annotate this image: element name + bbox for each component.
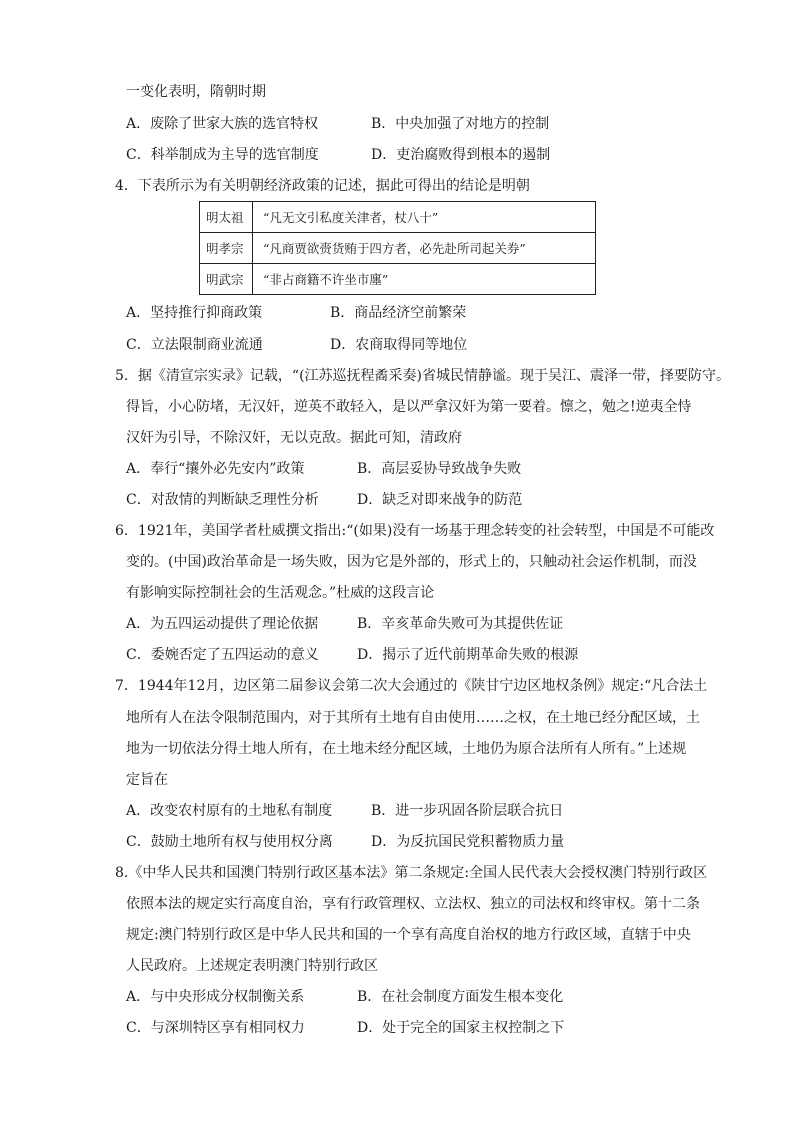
q6-option-c: C．委婉否定了五四运动的意义 bbox=[126, 647, 319, 663]
table-cell-text: “凡商贾欲赍货贿于四方者，必先赴所司起关券” bbox=[253, 233, 596, 264]
q7-line-4: 定旨在 bbox=[126, 772, 168, 788]
q6-option-a: A．为五四运动提供了理论依据 bbox=[126, 616, 319, 632]
table-row bbox=[200, 264, 596, 295]
table-cell-emperor: 明孝宗 bbox=[200, 233, 253, 264]
q5-option-d: D．缺乏对即来战争的防范 bbox=[357, 492, 523, 508]
q7-line-1: 7．1944年12月，边区第二届参议会第二次大会通过的《陕甘宁边区地权条例》规定:“凡合法土 bbox=[115, 678, 708, 694]
q5-option-c: C．对敌情的判断缺乏理性分析 bbox=[126, 492, 319, 508]
q6-line-1: 6．1921年，美国学者杜威撰文指出:“(如果)没有一场基于理念转变的社会转型，中国是不可能改 bbox=[115, 523, 715, 539]
q8-line-3: 规定:澳门特别行政区是中华人民共和国的一个享有高度自治权的地方行政区域，直辖于中央 bbox=[126, 927, 691, 943]
q8-option-b: B．在社会制度方面发生根本变化 bbox=[357, 989, 564, 1005]
q5-option-b: B．高层妥协导致战争失败 bbox=[357, 461, 522, 477]
q8-option-a: A．与中央形成分权制衡关系 bbox=[126, 989, 305, 1005]
table-row bbox=[200, 233, 596, 264]
q7-option-a: A．改变农村原有的土地私有制度 bbox=[126, 803, 333, 819]
q8-option-c: C．与深圳特区享有相同权力 bbox=[126, 1020, 305, 1036]
q3-option-b: B．中央加强了对地方的控制 bbox=[371, 116, 550, 132]
table-cell-emperor: 明太祖 bbox=[200, 202, 253, 233]
q3-stem-tail: 一变化表明，隋朝时期 bbox=[126, 84, 266, 100]
q5-line-3: 汉奸为引导，不除汉奸，无以克敌。据此可知，清政府 bbox=[126, 430, 462, 446]
table-cell-text: “凡无文引私度关津者，杖八十” bbox=[253, 202, 596, 233]
q8-line-2: 依照本法的规定实行高度自治，享有行政管理权、立法权、独立的司法权和终审权。第十二条 bbox=[126, 896, 700, 912]
q6-option-b: B．辛亥革命失败可为其提供佐证 bbox=[357, 616, 564, 632]
q4-option-a: A．坚持推行抑商政策 bbox=[126, 305, 263, 321]
q4-option-c: C．立法限制商业流通 bbox=[126, 337, 263, 353]
q7-line-3: 地为一切依法分得土地人所有，在土地未经分配区域，土地仍为原合法所有人所有。”上述规 bbox=[126, 741, 687, 757]
q4-option-d: D．农商取得同等地位 bbox=[330, 337, 468, 353]
q6-line-3: 有影响实际控制社会的生活观念。”杜威的这段言论 bbox=[126, 585, 435, 601]
q5-option-a: A．奉行“攘外必先安内”政策 bbox=[126, 461, 305, 477]
table-cell-text: “非占商籍不许坐市廛” bbox=[253, 264, 596, 295]
q7-option-b: B．进一步巩固各阶层联合抗日 bbox=[371, 803, 564, 819]
q6-option-d: D．揭示了近代前期革命失败的根源 bbox=[357, 647, 579, 663]
q8-option-d: D．处于完全的国家主权控制之下 bbox=[357, 1020, 565, 1036]
q7-option-c: C．鼓励土地所有权与使用权分离 bbox=[126, 834, 333, 850]
q8-line-1: 8.《中华人民共和国澳门特别行政区基本法》第二条规定:全国人民代表大会授权澳门特别行政区 bbox=[115, 865, 708, 881]
q5-line-1: 5．据《清宣宗实录》记载，“(江苏巡抚程矞采奏)省城民情静谧。现于吴江、震泽一带，择要防守。 bbox=[115, 368, 730, 384]
q7-option-d: D．为反抗国民党积蓄物质力量 bbox=[371, 834, 565, 850]
table-row bbox=[200, 202, 596, 233]
q4-stem: 4．下表所示为有关明朝经济政策的记述，据此可得出的结论是明朝 bbox=[115, 178, 530, 194]
table-cell-emperor: 明武宗 bbox=[200, 264, 253, 295]
q4-option-b: B．商品经济空前繁荣 bbox=[330, 305, 467, 321]
q8-line-4: 人民政府。上述规定表明澳门特别行政区 bbox=[126, 958, 378, 974]
q3-option-c: C．科举制成为主导的选官制度 bbox=[126, 147, 319, 163]
q7-line-2: 地所有人在法令限制范围内，对于其所有土地有自由使用……之权，在土地已经分配区域，土 bbox=[126, 710, 700, 726]
q5-line-2: 得旨，小心防堵，无汉奸，逆英不敢轻入，是以严拿汉奸为第一要着。懔之，勉之!逆夷全恃 bbox=[126, 399, 692, 415]
q3-option-a: A．废除了世家大族的选官特权 bbox=[126, 116, 319, 132]
ming-policy-table bbox=[199, 201, 596, 295]
q3-option-d: D．吏治腐败得到根本的遏制 bbox=[371, 147, 551, 163]
q6-line-2: 变的。(中国)政治革命是一场失败，因为它是外部的，形式上的，只触动社会运作机制，而没 bbox=[126, 554, 697, 570]
